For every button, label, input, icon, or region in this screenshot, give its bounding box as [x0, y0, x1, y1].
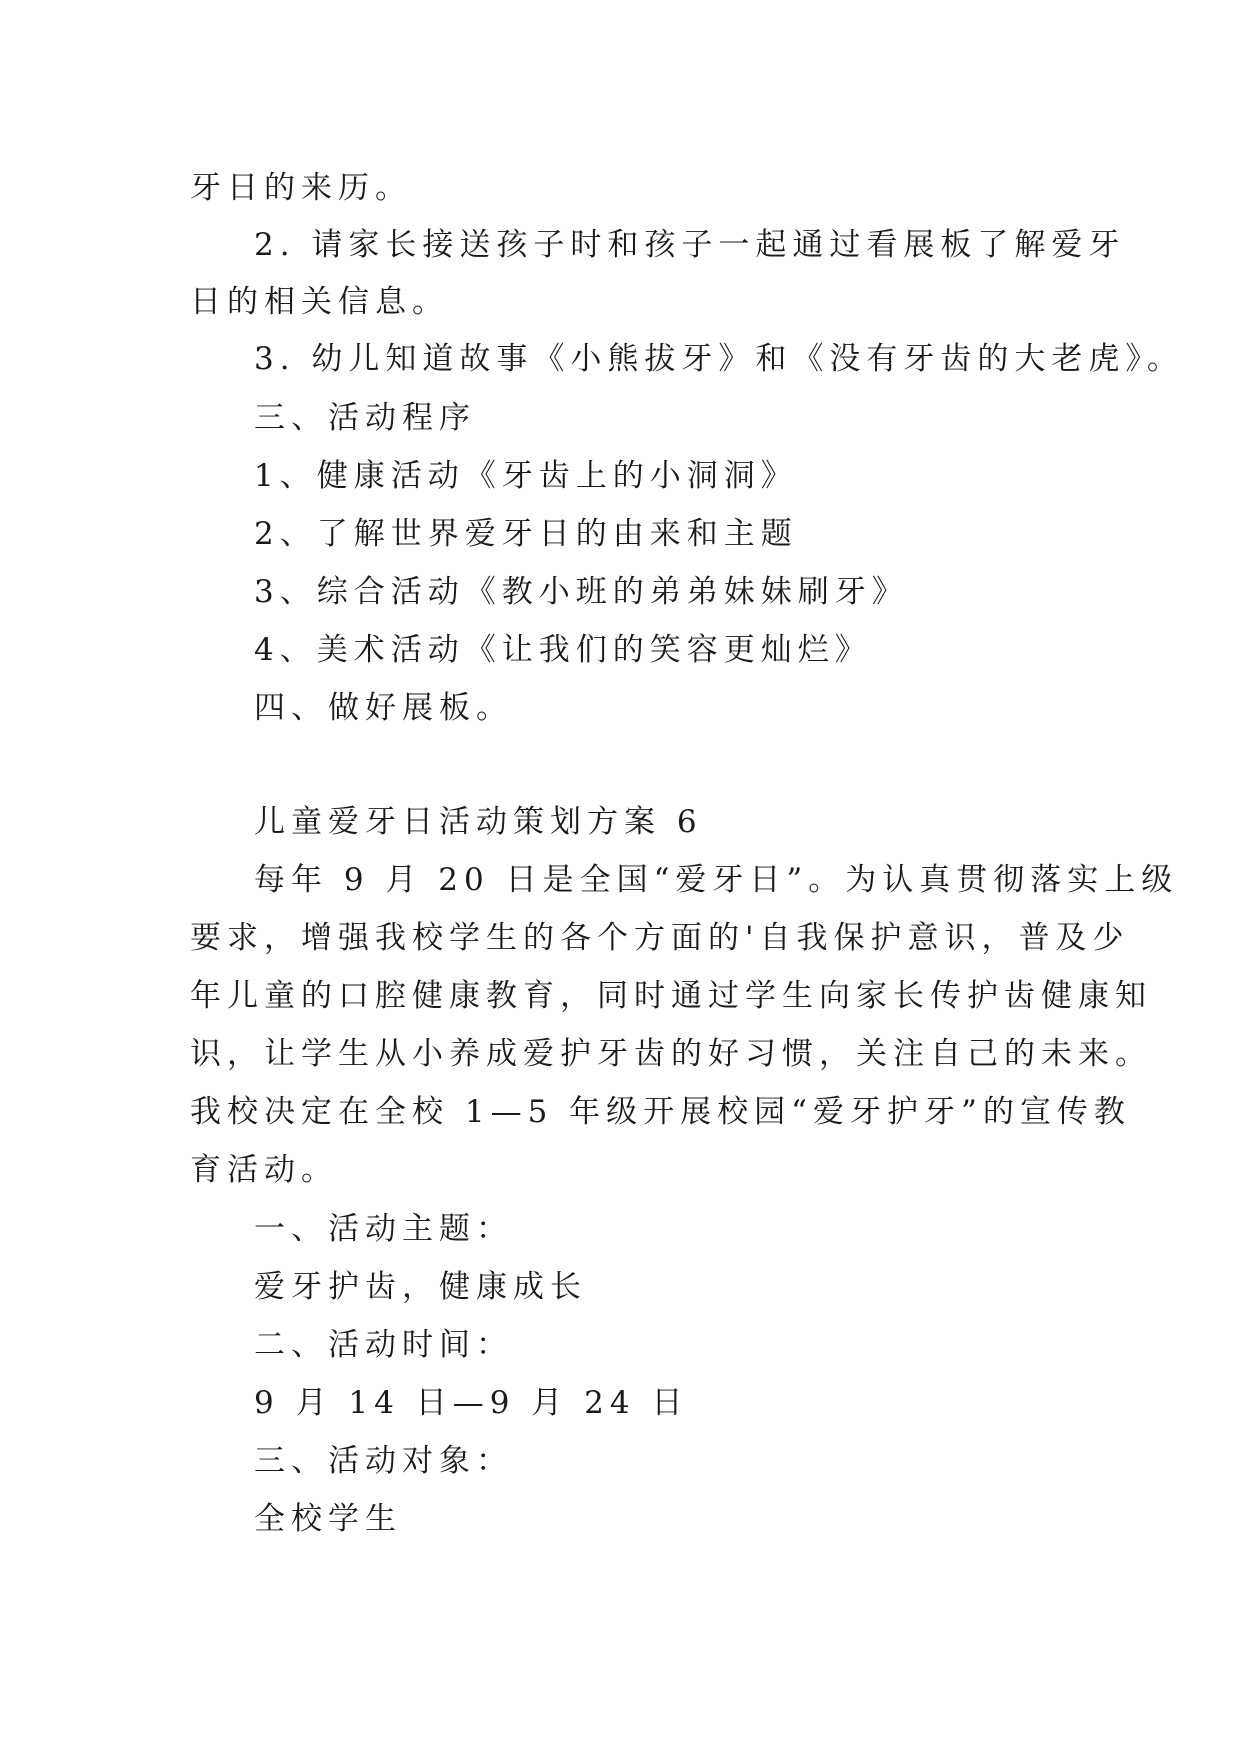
list-item: 3. 幼儿知道故事《小熊拔牙》和《没有牙齿的大老虎》。 [254, 341, 1184, 377]
paragraph-line: 爱牙护齿，健康成长 [254, 1269, 587, 1305]
section-heading: 一、活动主题： [254, 1211, 513, 1247]
section-heading: 三、活动程序 [254, 400, 476, 436]
list-item: 1、健康活动《牙齿上的小洞洞》 [254, 458, 798, 494]
paragraph-line: 牙日的来历。 [190, 170, 412, 206]
list-item: 4、美术活动《让我们的笑容更灿烂》 [254, 632, 872, 668]
paragraph-line: 年儿童的口腔健康教育，同时通过学生向家长传护齿健康知 [190, 978, 1152, 1014]
list-item: 2、了解世界爱牙日的由来和主题 [254, 516, 798, 552]
paragraph-line: 9 月 14 日—9 月 24 日 [254, 1385, 689, 1421]
list-item: 3、综合活动《教小班的弟弟妹妹刷牙》 [254, 574, 909, 610]
paragraph-line: 我校决定在全校 1—5 年级开展校园“爱牙护牙”的宣传教 [190, 1094, 1131, 1130]
list-item: 2. 请家长接送孩子时和孩子一起通过看展板了解爱牙 [254, 227, 1126, 263]
paragraph-line: 育活动。 [190, 1152, 338, 1188]
paragraph-line: 每年 9 月 20 日是全国“爱牙日”。为认真贯彻落实上级 [254, 862, 1179, 898]
section-heading: 三、活动对象： [254, 1443, 513, 1479]
paragraph-line: 识，让学生从小养成爱护牙齿的好习惯，关注自己的未来。 [190, 1036, 1152, 1072]
paragraph-line: 日的相关信息。 [190, 284, 449, 320]
paragraph-line: 要求，增强我校学生的各个方面的'自我保护意识，普及少 [190, 920, 1130, 956]
section-heading: 二、活动时间： [254, 1327, 513, 1363]
section-heading: 四、做好展板。 [254, 690, 513, 726]
document-title: 儿童爱牙日活动策划方案 6 [254, 804, 703, 840]
paragraph-line: 全校学生 [254, 1501, 402, 1537]
